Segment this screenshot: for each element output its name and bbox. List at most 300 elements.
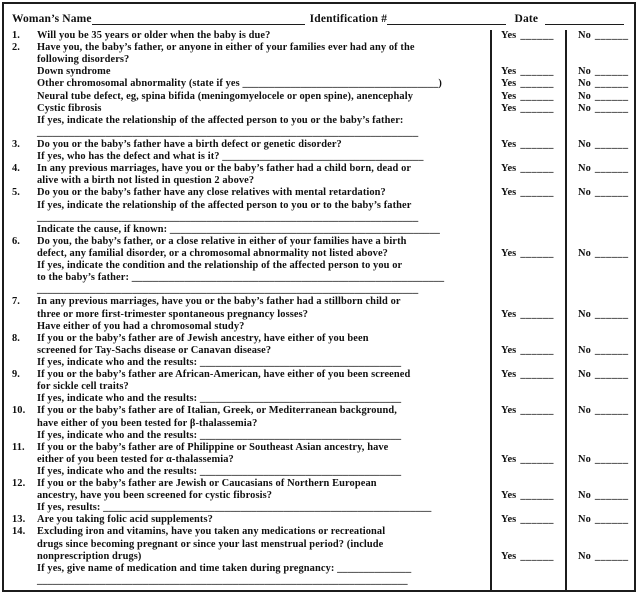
no-answer-blank[interactable]: ______: [594, 138, 629, 150]
no-cell: [565, 127, 634, 139]
question-number: [12, 502, 37, 514]
fill-in-blank-line[interactable]: ________________________________________________________________________: [37, 211, 419, 223]
yes-cell: [490, 200, 565, 212]
no-answer-blank[interactable]: ______: [594, 187, 629, 199]
yes-cell: [490, 127, 565, 139]
yes-answer-blank[interactable]: ______: [520, 90, 554, 102]
no-cell: [565, 393, 634, 405]
question-text: If yes, indicate the relationship of the affected person to you or the baby’s father:: [37, 114, 404, 126]
question-cell: [4, 333, 490, 345]
question-number: [12, 284, 37, 296]
yes-label: Yes: [501, 453, 517, 465]
questions-table: [4, 30, 634, 590]
question-cell: [4, 30, 490, 42]
yes-cell: [490, 478, 565, 490]
question-number: [12, 563, 37, 575]
yes-label: Yes: [501, 514, 517, 526]
yes-cell: [490, 42, 565, 54]
form-line: [4, 526, 634, 538]
question-text: If you or the baby’s father are African-American, have either of you been screened: [37, 369, 411, 381]
yes-cell: [490, 575, 565, 587]
no-cell: [565, 248, 634, 260]
no-cell: [565, 272, 634, 284]
no-label: No: [578, 514, 591, 526]
question-cell: [4, 478, 490, 490]
yes-answer-blank[interactable]: ______: [520, 247, 554, 259]
yes-answer-blank[interactable]: ______: [520, 78, 554, 90]
no-cell: [565, 526, 634, 538]
no-answer-blank[interactable]: ______: [594, 490, 629, 502]
question-number: 11.: [12, 441, 25, 453]
no-answer-blank[interactable]: ______: [594, 308, 629, 320]
no-cell: [565, 490, 634, 502]
yes-cell: [490, 405, 565, 417]
form-header: [4, 4, 634, 30]
yes-answer-blank[interactable]: ______: [520, 102, 554, 114]
no-answer-blank[interactable]: ______: [594, 78, 629, 90]
yes-answer-blank[interactable]: ______: [520, 514, 554, 526]
no-cell: [565, 30, 634, 42]
form-line: [4, 30, 634, 42]
question-text: If yes, indicate the relationship of the affected person to you or to the baby’s father: [37, 199, 412, 211]
yes-cell: [490, 284, 565, 296]
form-line: [4, 103, 634, 115]
no-cell: [565, 236, 634, 248]
no-cell: [565, 539, 634, 551]
question-cell: [4, 539, 490, 551]
no-cell: [565, 357, 634, 369]
yes-cell: [490, 490, 565, 502]
question-cell: [4, 272, 490, 284]
form-line: [4, 345, 634, 357]
question-number: [12, 539, 37, 551]
question-number: 8.: [12, 332, 20, 344]
no-cell: [565, 405, 634, 417]
no-answer-blank[interactable]: ______: [594, 344, 629, 356]
yes-label: Yes: [501, 102, 517, 114]
yes-cell: [490, 78, 565, 90]
yes-label: Yes: [501, 78, 517, 90]
no-cell: [565, 91, 634, 103]
yes-label: Yes: [501, 369, 517, 381]
form-line: [4, 309, 634, 321]
question-text: In any previous marriages, have you or the baby’s father had a stillborn child or: [37, 296, 401, 308]
question-cell: [4, 163, 490, 175]
question-number: [12, 248, 37, 260]
question-text: If you or the baby’s father are of Philippine or Southeast Asian ancestry, have: [37, 441, 389, 453]
question-text: Will you be 35 years or older when the baby is due?: [37, 30, 271, 41]
form-line: [4, 91, 634, 103]
yes-answer-blank[interactable]: ______: [520, 138, 554, 150]
no-cell: [565, 418, 634, 430]
question-cell: [4, 345, 490, 357]
fill-in-blank-line[interactable]: If yes, results: ______________________________________________________________: [37, 502, 432, 514]
no-answer-blank[interactable]: ______: [594, 247, 629, 259]
no-label: No: [578, 66, 591, 78]
form-line: [4, 78, 634, 90]
question-number: [12, 357, 37, 369]
no-cell: [565, 212, 634, 224]
no-cell: [565, 66, 634, 78]
no-answer-blank[interactable]: ______: [594, 66, 629, 78]
question-cell: [4, 551, 490, 563]
no-cell: [565, 42, 634, 54]
no-cell: [565, 115, 634, 127]
yes-label: Yes: [501, 187, 517, 199]
fill-in-blank-line[interactable]: ________________________________________________________________________: [37, 126, 419, 138]
form-line: [4, 151, 634, 163]
no-cell: [565, 514, 634, 526]
yes-label: Yes: [501, 138, 517, 150]
fill-in-blank-line[interactable]: to the baby’s father: ___________________________________________________________: [37, 272, 445, 284]
yes-answer-blank[interactable]: ______: [520, 308, 554, 320]
no-cell: [565, 442, 634, 454]
yes-label: Yes: [501, 490, 517, 502]
question-text: screened for Tay-Sachs disease or Canavan disease?: [37, 344, 272, 356]
form-line: [4, 539, 634, 551]
question-number: [12, 115, 37, 127]
yes-cell: [490, 91, 565, 103]
form-line: [4, 405, 634, 417]
yes-cell: [490, 115, 565, 127]
question-text: Down syndrome: [37, 66, 111, 78]
yes-cell: [490, 381, 565, 393]
yes-cell: [490, 333, 565, 345]
form-line: [4, 381, 634, 393]
question-cell: [4, 381, 490, 393]
question-number: 2.: [12, 42, 20, 54]
no-cell: [565, 175, 634, 187]
no-cell: [565, 151, 634, 163]
no-answer-blank[interactable]: ______: [594, 90, 629, 102]
question-number: [12, 103, 37, 115]
yes-cell: [490, 466, 565, 478]
no-cell: [565, 163, 634, 175]
yes-cell: [490, 296, 565, 308]
question-cell: [4, 66, 490, 78]
question-number: [12, 345, 37, 357]
yes-cell: [490, 66, 565, 78]
question-number: [12, 466, 37, 478]
question-text: Are you taking folic acid supplements?: [37, 514, 213, 526]
fill-in-blank-line[interactable]: ______________________________________________________________________: [37, 574, 408, 586]
no-answer-blank[interactable]: ______: [594, 102, 629, 114]
question-number: [12, 54, 37, 66]
form-line: [4, 514, 634, 526]
question-text: If you or the baby’s father are of Italian, Greek, or Mediterranean background,: [37, 405, 397, 417]
yes-cell: [490, 563, 565, 575]
fill-in-blank-line[interactable]: If yes, give name of medication and time taken during pregnancy: ______________: [37, 562, 412, 574]
no-answer-blank[interactable]: ______: [594, 30, 629, 41]
question-cell: [4, 224, 490, 236]
fill-in-blank-line[interactable]: If yes, indicate who and the results: ______________________________________: [37, 393, 402, 405]
question-number: [12, 309, 37, 321]
question-cell: [4, 321, 490, 333]
no-cell: [565, 139, 634, 151]
no-label: No: [578, 405, 591, 417]
yes-answer-blank[interactable]: ______: [520, 490, 554, 502]
no-answer-blank[interactable]: ______: [594, 405, 629, 417]
yes-answer-blank[interactable]: ______: [520, 30, 554, 41]
question-number: [12, 151, 37, 163]
form-line: [4, 418, 634, 430]
question-text: following disorders?: [37, 54, 130, 66]
no-cell: [565, 502, 634, 514]
question-cell: [4, 139, 490, 151]
yes-cell: [490, 103, 565, 115]
question-number: [12, 381, 37, 393]
yes-cell: [490, 393, 565, 405]
yes-answer-blank[interactable]: ______: [520, 369, 554, 381]
fill-in-blank-line[interactable]: Other chromosomal abnormality (state if yes _____________________________________): [37, 78, 442, 90]
no-cell: [565, 187, 634, 199]
form-line: [4, 393, 634, 405]
yes-cell: [490, 526, 565, 538]
question-cell: [4, 187, 490, 199]
question-number: [12, 260, 37, 272]
fill-in-blank-line[interactable]: If yes, indicate who and the results: ______________________________________: [37, 465, 402, 477]
question-cell: [4, 454, 490, 466]
no-label: No: [578, 247, 591, 259]
form-line: [4, 466, 634, 478]
question-text: Excluding iron and vitamins, have you taken any medications or recreational: [37, 526, 386, 538]
question-text: If you or the baby’s father are of Jewish ancestry, have either of you been: [37, 332, 369, 344]
yes-answer-blank[interactable]: ______: [520, 344, 554, 356]
yes-cell: [490, 321, 565, 333]
yes-label: Yes: [501, 30, 517, 41]
yes-cell: [490, 163, 565, 175]
no-cell: [565, 369, 634, 381]
no-cell: [565, 224, 634, 236]
identification-number-field[interactable]: [387, 12, 505, 25]
no-cell: [565, 78, 634, 90]
form-line: [4, 248, 634, 260]
yes-answer-blank[interactable]: ______: [520, 550, 554, 562]
table-filler: [4, 587, 634, 590]
question-text: defect, any familial disorder, or a chromosomal abnormality not listed above?: [37, 247, 388, 259]
question-cell: [4, 200, 490, 212]
question-text: In any previous marriages, have you or the baby’s father had a child born, dead or: [37, 163, 412, 175]
form-line: [4, 260, 634, 272]
yes-label: Yes: [501, 163, 517, 175]
yes-cell: [490, 369, 565, 381]
question-text: Do you or the baby’s father have any close relatives with mental retardation?: [37, 187, 386, 199]
yes-cell: [490, 587, 565, 590]
question-cell: [4, 115, 490, 127]
question-number: [12, 127, 37, 139]
question-cell: [4, 78, 490, 90]
question-number: 12.: [12, 478, 26, 490]
no-label: No: [578, 138, 591, 150]
yes-cell: [490, 224, 565, 236]
question-number: 7.: [12, 296, 20, 308]
yes-cell: [490, 260, 565, 272]
yes-cell: [490, 454, 565, 466]
question-text: Cystic fibrosis: [37, 102, 102, 114]
form-line: [4, 54, 634, 66]
yes-label: Yes: [501, 308, 517, 320]
question-text: Have either of you had a chromosomal study?: [37, 320, 245, 332]
question-cell: [4, 127, 490, 139]
question-cell: [4, 103, 490, 115]
form-line: [4, 212, 634, 224]
question-text: nonprescription drugs): [37, 550, 142, 562]
no-cell: [565, 296, 634, 308]
no-cell: [565, 284, 634, 296]
question-cell: [4, 309, 490, 321]
form-line: [4, 430, 634, 442]
yes-answer-blank[interactable]: ______: [520, 66, 554, 78]
question-number: [12, 91, 37, 103]
question-cell: [4, 296, 490, 308]
question-number: [12, 272, 37, 284]
question-number: [12, 66, 37, 78]
no-answer-blank[interactable]: ______: [594, 514, 629, 526]
no-label: No: [578, 490, 591, 502]
form-line: [4, 333, 634, 345]
no-label: No: [578, 550, 591, 562]
yes-cell: [490, 514, 565, 526]
no-answer-blank[interactable]: ______: [594, 163, 629, 175]
womans-name-field[interactable]: [92, 12, 305, 25]
question-text: If you or the baby’s father are Jewish or Caucasians of Northern European: [37, 478, 377, 490]
question-text: Have you, the baby’s father, or anyone in either of your families ever had any of the: [37, 42, 415, 54]
question-cell: [4, 514, 490, 526]
question-text: Do you or the baby’s father have a birth defect or genetic disorder?: [37, 138, 342, 150]
question-number: [12, 200, 37, 212]
question-text: ancestry, have you been screened for cystic fibrosis?: [37, 490, 273, 502]
yes-label: Yes: [501, 405, 517, 417]
no-cell: [565, 430, 634, 442]
question-text: alive with a birth not listed in question 2 above?: [37, 175, 255, 187]
question-text: Do you, the baby’s father, or a close relative in either of your families have a birth: [37, 235, 407, 247]
no-cell: [565, 103, 634, 115]
form-line: [4, 321, 634, 333]
question-number: 4.: [12, 163, 20, 175]
yes-label: Yes: [501, 247, 517, 259]
question-cell: [4, 369, 490, 381]
form-line: [4, 490, 634, 502]
question-cell: [4, 236, 490, 248]
form-line: [4, 442, 634, 454]
date-label: Date: [514, 13, 539, 25]
no-cell: [565, 587, 634, 590]
form-line: [4, 357, 634, 369]
question-number: [12, 224, 37, 236]
question-number: 9.: [12, 369, 20, 381]
question-cell: [4, 526, 490, 538]
yes-answer-blank[interactable]: ______: [520, 405, 554, 417]
yes-cell: [490, 212, 565, 224]
question-number: [12, 393, 37, 405]
yes-answer-blank[interactable]: ______: [520, 163, 554, 175]
question-number: 1.: [12, 30, 20, 41]
yes-cell: [490, 151, 565, 163]
yes-cell: [490, 54, 565, 66]
yes-cell: [490, 551, 565, 563]
question-number: [12, 212, 37, 224]
yes-cell: [490, 502, 565, 514]
yes-cell: [490, 357, 565, 369]
form-line: [4, 272, 634, 284]
no-answer-blank[interactable]: ______: [594, 453, 629, 465]
question-cell: [4, 442, 490, 454]
question-number: [12, 78, 37, 90]
no-cell: [565, 575, 634, 587]
womans-name-label: Woman’s Name: [12, 13, 92, 25]
question-cell: [4, 357, 490, 369]
question-cell: [4, 393, 490, 405]
no-cell: [565, 454, 634, 466]
question-cell: [4, 490, 490, 502]
yes-cell: [490, 272, 565, 284]
yes-cell: [490, 236, 565, 248]
no-cell: [565, 333, 634, 345]
question-number: 14.: [12, 526, 26, 538]
form-line: [4, 175, 634, 187]
yes-answer-blank[interactable]: ______: [520, 187, 554, 199]
no-answer-blank[interactable]: ______: [594, 550, 629, 562]
yes-cell: [490, 442, 565, 454]
fill-in-blank-line[interactable]: If yes, who has the defect and what is it? ______________________________________: [37, 151, 424, 163]
yes-cell: [490, 539, 565, 551]
question-cell: [4, 151, 490, 163]
question-cell: [4, 502, 490, 514]
question-cell: [4, 91, 490, 103]
fill-in-blank-line[interactable]: Indicate the cause, if known: ___________________________________________________: [37, 223, 440, 235]
yes-cell: [490, 309, 565, 321]
no-label: No: [578, 30, 591, 41]
yes-answer-blank[interactable]: ______: [520, 453, 554, 465]
question-cell: [4, 575, 490, 587]
no-cell: [565, 466, 634, 478]
question-number: [12, 454, 37, 466]
date-field[interactable]: [545, 12, 624, 25]
fill-in-blank-line[interactable]: If yes, indicate who and the results: ______________________________________: [37, 429, 402, 441]
form-line: [4, 187, 634, 199]
yes-label: Yes: [501, 344, 517, 356]
question-text: for sickle cell traits?: [37, 381, 129, 393]
question-text: drugs since becoming pregnant or since your last menstrual period? (include: [37, 538, 384, 550]
no-label: No: [578, 453, 591, 465]
form-line: [4, 575, 634, 587]
question-text: have either of you been tested for β-thalassemia?: [37, 417, 258, 429]
identification-number-label: Identification #: [309, 13, 388, 25]
form-line: [4, 127, 634, 139]
yes-cell: [490, 30, 565, 42]
question-cell: [4, 212, 490, 224]
yes-cell: [490, 345, 565, 357]
form-line: [4, 42, 634, 54]
fill-in-blank-line[interactable]: ________________________________________________________________________: [37, 284, 419, 296]
no-cell: [565, 321, 634, 333]
yes-cell: [490, 248, 565, 260]
no-cell: [565, 381, 634, 393]
no-label: No: [578, 369, 591, 381]
question-number: [12, 175, 37, 187]
yes-cell: [490, 430, 565, 442]
fill-in-blank-line[interactable]: If yes, indicate who and the results: ______________________________________: [37, 356, 402, 368]
no-cell: [565, 54, 634, 66]
question-number: 13.: [12, 514, 26, 526]
question-text: If yes, indicate the condition and the relationship of the affected person to you or: [37, 260, 403, 272]
question-number: 10.: [12, 405, 26, 417]
no-cell: [565, 563, 634, 575]
form-line: [4, 139, 634, 151]
question-number: [12, 490, 37, 502]
no-cell: [565, 309, 634, 321]
no-answer-blank[interactable]: ______: [594, 369, 629, 381]
